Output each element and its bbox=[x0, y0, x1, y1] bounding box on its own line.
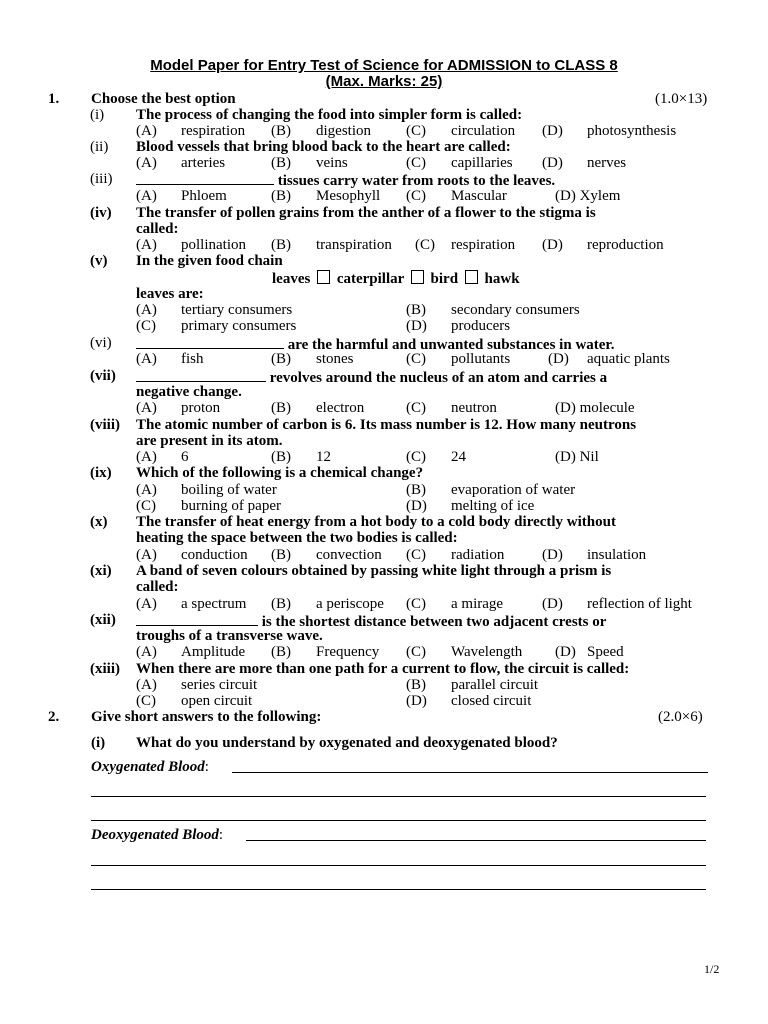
q-v-opt-c-label: (C) bbox=[136, 318, 156, 334]
q-x-opt-c-label: (C) bbox=[406, 547, 426, 563]
q-v-opt-a: tertiary consumers bbox=[181, 302, 293, 318]
deoxygenated-blood-line bbox=[91, 827, 223, 843]
q-iii-opt-b-label: (B) bbox=[271, 188, 291, 204]
q-iv-opt-a: pollination bbox=[181, 237, 246, 253]
q-i-opt-b: digestion bbox=[316, 123, 371, 139]
q-i-number: (i) bbox=[90, 107, 105, 123]
q-xiii-opt-c: open circuit bbox=[181, 693, 253, 709]
q-vi-text: are the harmful and unwanted substances in water. bbox=[287, 337, 615, 353]
food-chain bbox=[272, 270, 520, 287]
q-v-number: (v) bbox=[90, 253, 108, 269]
q-iv-opt-b-label: (B) bbox=[271, 237, 291, 253]
answer-line[interactable] bbox=[232, 772, 708, 773]
q-x-opt-a-label: (A) bbox=[136, 547, 157, 563]
deoxygenated-blood-label: Deoxygenated Blood bbox=[91, 827, 219, 843]
q-vii-opt-b-label: (B) bbox=[271, 400, 291, 416]
q-x-opt-a: conduction bbox=[181, 547, 248, 563]
q-x-text-2: heating the space between the two bodies is called: bbox=[136, 530, 458, 546]
q-xi-text-2: called: bbox=[136, 579, 179, 595]
q-vii-opt-c-label: (C) bbox=[406, 400, 426, 416]
q-iv-opt-c: respiration bbox=[451, 237, 516, 253]
q-i-opt-a-label: (A) bbox=[136, 123, 157, 139]
q-xi-opt-a: a spectrum bbox=[181, 596, 247, 612]
section-1-number: 1. bbox=[48, 91, 60, 107]
q-i-opt-c-label: (C) bbox=[406, 123, 426, 139]
answer-blank bbox=[136, 171, 274, 185]
q-ii-opt-a: arteries bbox=[181, 155, 226, 171]
q-xi-opt-a-label: (A) bbox=[136, 596, 157, 612]
q-iv-opt-d-label: (D) bbox=[542, 237, 563, 253]
q-vii-number: (vii) bbox=[90, 368, 116, 384]
q-x-opt-b: convection bbox=[316, 547, 382, 563]
q-viii-text-2: are present in its atom. bbox=[136, 433, 283, 449]
q-viii-number: (viii) bbox=[90, 417, 120, 433]
answer-blank bbox=[136, 368, 266, 382]
q-ii-opt-a-label: (A) bbox=[136, 155, 157, 171]
q-v-opt-d: producers bbox=[451, 318, 511, 334]
q-xi-opt-d: reflection of light bbox=[587, 596, 692, 612]
q-xi-opt-c-label: (C) bbox=[406, 596, 426, 612]
answer-line[interactable] bbox=[91, 889, 706, 890]
q-iii-opt-a-label: (A) bbox=[136, 188, 157, 204]
q-v-opt-a-label: (A) bbox=[136, 302, 157, 318]
q-iv-opt-c-label: (C) bbox=[415, 237, 435, 253]
q-xii-opt-a-label: (A) bbox=[136, 644, 157, 660]
q-vi-opt-a-label: (A) bbox=[136, 351, 157, 367]
q-iii-opt-d: (D) Xylem bbox=[555, 188, 621, 204]
q-xii-opt-d-label: (D) bbox=[555, 644, 576, 660]
q-ix-opt-a: boiling of water bbox=[181, 482, 277, 498]
q-iv-opt-d: reproduction bbox=[587, 237, 664, 253]
paper-title: Model Paper for Entry Test of Science for ADMISSION to CLASS 8 bbox=[150, 57, 618, 74]
answer-blank bbox=[136, 612, 258, 626]
q-xii-text-2: troughs of a transverse wave. bbox=[136, 628, 323, 644]
q-i-opt-c: circulation bbox=[451, 123, 516, 139]
answer-line[interactable] bbox=[91, 796, 706, 797]
section-2-number: 2. bbox=[48, 709, 60, 725]
q-iv-opt-b: transpiration bbox=[316, 237, 392, 253]
q-i-opt-b-label: (B) bbox=[271, 123, 291, 139]
q-vii-opt-a: proton bbox=[181, 400, 221, 416]
q-xiii-opt-a-label: (A) bbox=[136, 677, 157, 693]
q-xi-opt-d-label: (D) bbox=[542, 596, 563, 612]
max-marks: (Max. Marks: 25) bbox=[325, 73, 443, 90]
q-vi-opt-b-label: (B) bbox=[271, 351, 291, 367]
q-v-opt-b-label: (B) bbox=[406, 302, 426, 318]
q-vi-opt-c-label: (C) bbox=[406, 351, 426, 367]
q-ii-opt-c-label: (C) bbox=[406, 155, 426, 171]
q-iii-number: (iii) bbox=[90, 171, 113, 187]
q-xi-opt-b-label: (B) bbox=[271, 596, 291, 612]
q-xiii-opt-b: parallel circuit bbox=[451, 677, 539, 693]
q-iv-text: The transfer of pollen grains from the anther of a flower to the stigma is bbox=[136, 205, 596, 221]
answer-line[interactable] bbox=[246, 840, 706, 841]
q-viii-opt-c: 24 bbox=[451, 449, 466, 465]
q-xi-opt-b: a periscope bbox=[316, 596, 384, 612]
section-1-marks: (1.0×13) bbox=[655, 91, 708, 107]
q-iii-opt-a: Phloem bbox=[181, 188, 227, 204]
q-v-text: In the given food chain bbox=[136, 253, 283, 269]
q-x-opt-d-label: (D) bbox=[542, 547, 563, 563]
answer-line[interactable] bbox=[91, 820, 706, 821]
arrow-icon bbox=[317, 270, 330, 284]
q-ii-text: Blood vessels that bring blood back to the heart are called: bbox=[136, 139, 511, 155]
q-xii-opt-b: Frequency bbox=[316, 644, 380, 660]
q-xi-number: (xi) bbox=[90, 563, 112, 579]
q-ii-opt-d-label: (D) bbox=[542, 155, 563, 171]
q-iii-opt-c: Mascular bbox=[451, 188, 507, 204]
q-ix-opt-a-label: (A) bbox=[136, 482, 157, 498]
section-1-instruction: Choose the best option bbox=[91, 91, 236, 107]
q-xiii-opt-d-label: (D) bbox=[406, 693, 427, 709]
q-vii-opt-a-label: (A) bbox=[136, 400, 157, 416]
q-xiii-opt-b-label: (B) bbox=[406, 677, 426, 693]
section-2-marks: (2.0×6) bbox=[658, 709, 703, 725]
food-chain-bird: bird bbox=[430, 271, 459, 287]
q-xi-text: A band of seven colours obtained by passing white light through a prism is bbox=[136, 563, 612, 579]
q-vi-opt-b: stones bbox=[316, 351, 354, 367]
q-xii-opt-c: Wavelength bbox=[451, 644, 523, 660]
q-iii-text: tissues carry water from roots to the leaves. bbox=[277, 173, 556, 189]
q-i-text: The process of changing the food into simpler form is called: bbox=[136, 107, 523, 123]
q-iv-text-2: called: bbox=[136, 221, 179, 237]
q-i-opt-a: respiration bbox=[181, 123, 246, 139]
q-ii-opt-c: capillaries bbox=[451, 155, 513, 171]
q-xiii-opt-c-label: (C) bbox=[136, 693, 156, 709]
q-xii-number: (xii) bbox=[90, 612, 116, 628]
q-xiii-number: (xiii) bbox=[90, 661, 120, 677]
food-chain-leaves: leaves bbox=[272, 271, 311, 287]
q-viii-opt-d: (D) Nil bbox=[555, 449, 599, 465]
oxygenated-blood-label: Oxygenated Blood bbox=[91, 759, 205, 775]
q-vi-number: (vi) bbox=[90, 335, 112, 351]
q-ix-opt-b-label: (B) bbox=[406, 482, 426, 498]
q-viii-opt-b: 12 bbox=[316, 449, 331, 465]
food-chain-hawk: hawk bbox=[484, 271, 520, 287]
q-xii-text: is the shortest distance between two adjacent crests or bbox=[261, 614, 607, 630]
q-vii-opt-c: neutron bbox=[451, 400, 497, 416]
q-iv-opt-a-label: (A) bbox=[136, 237, 157, 253]
answer-line[interactable] bbox=[91, 865, 706, 866]
q-x-opt-d: insulation bbox=[587, 547, 647, 563]
q-vii-opt-d: (D) molecule bbox=[555, 400, 635, 416]
q-viii-opt-a: 6 bbox=[181, 449, 189, 465]
q-x-opt-b-label: (B) bbox=[271, 547, 291, 563]
q-v-opt-d-label: (D) bbox=[406, 318, 427, 334]
q-ix-opt-c: burning of paper bbox=[181, 498, 281, 514]
food-chain-caterpillar: caterpillar bbox=[336, 271, 405, 287]
arrow-icon bbox=[411, 270, 424, 284]
q-x-number: (x) bbox=[90, 514, 108, 530]
q-vii-text: revolves around the nucleus of an atom and carries a bbox=[269, 370, 608, 386]
q-xi-opt-c: a mirage bbox=[451, 596, 504, 612]
q2-i-text: What do you understand by oxygenated and deoxygenated blood? bbox=[136, 735, 558, 751]
q-iii-opt-c-label: (C) bbox=[406, 188, 426, 204]
section-2-instruction: Give short answers to the following: bbox=[91, 709, 322, 725]
colon: : bbox=[204, 759, 209, 775]
q-v-opt-b: secondary consumers bbox=[451, 302, 580, 318]
q-ix-opt-c-label: (C) bbox=[136, 498, 156, 514]
q-xii-opt-b-label: (B) bbox=[271, 644, 291, 660]
answer-blank bbox=[136, 335, 284, 349]
q-xii-opt-a: Amplitude bbox=[181, 644, 246, 660]
colon: : bbox=[218, 827, 224, 843]
q-x-text: The transfer of heat energy from a hot body to a cold body directly without bbox=[136, 514, 616, 530]
q-ix-opt-d-label: (D) bbox=[406, 498, 427, 514]
q-v-text-2: leaves are: bbox=[136, 286, 204, 302]
q-vii-text-2: negative change. bbox=[136, 384, 242, 400]
q-viii-opt-b-label: (B) bbox=[271, 449, 291, 465]
q-xii-opt-c-label: (C) bbox=[406, 644, 426, 660]
q-vi-opt-d: aquatic plants bbox=[587, 351, 670, 367]
q-ix-number: (ix) bbox=[90, 465, 112, 481]
arrow-icon bbox=[465, 270, 478, 284]
q-viii-opt-c-label: (C) bbox=[406, 449, 426, 465]
q-i-opt-d-label: (D) bbox=[542, 123, 563, 139]
q-iii-opt-b: Mesophyll bbox=[316, 188, 381, 204]
q-vi-opt-d-label: (D) bbox=[548, 351, 569, 367]
q-ix-opt-b: evaporation of water bbox=[451, 482, 576, 498]
q-xiii-text: When there are more than one path for a current to flow, the circuit is called: bbox=[136, 661, 630, 677]
q-ix-text: Which of the following is a chemical change? bbox=[136, 465, 424, 481]
oxygenated-blood-line bbox=[91, 759, 209, 775]
q-ii-opt-d: nerves bbox=[587, 155, 627, 171]
q-ix-opt-d: melting of ice bbox=[451, 498, 535, 514]
q2-i-number: (i) bbox=[91, 735, 106, 751]
q-vi-opt-a: fish bbox=[181, 351, 204, 367]
q-ii-opt-b: veins bbox=[316, 155, 348, 171]
q-viii-text: The atomic number of carbon is 6. Its mass number is 12. How many neutrons bbox=[136, 417, 637, 433]
page-number: 1/2 bbox=[704, 962, 720, 976]
q-xii-opt-d: Speed bbox=[587, 644, 624, 660]
q-ii-opt-b-label: (B) bbox=[271, 155, 291, 171]
q-vi-opt-c: pollutants bbox=[451, 351, 511, 367]
q-ii-number: (ii) bbox=[90, 139, 109, 155]
q-iv-number: (iv) bbox=[90, 205, 112, 221]
q-x-opt-c: radiation bbox=[451, 547, 505, 563]
q-xiii-opt-a: series circuit bbox=[181, 677, 258, 693]
q-v-opt-c: primary consumers bbox=[181, 318, 297, 334]
q-viii-opt-a-label: (A) bbox=[136, 449, 157, 465]
q-i-opt-d: photosynthesis bbox=[587, 123, 677, 139]
q-vi-line bbox=[136, 335, 614, 353]
q-iii-line bbox=[136, 171, 555, 189]
q-vii-opt-b: electron bbox=[316, 400, 365, 416]
q-xiii-opt-d: closed circuit bbox=[451, 693, 532, 709]
